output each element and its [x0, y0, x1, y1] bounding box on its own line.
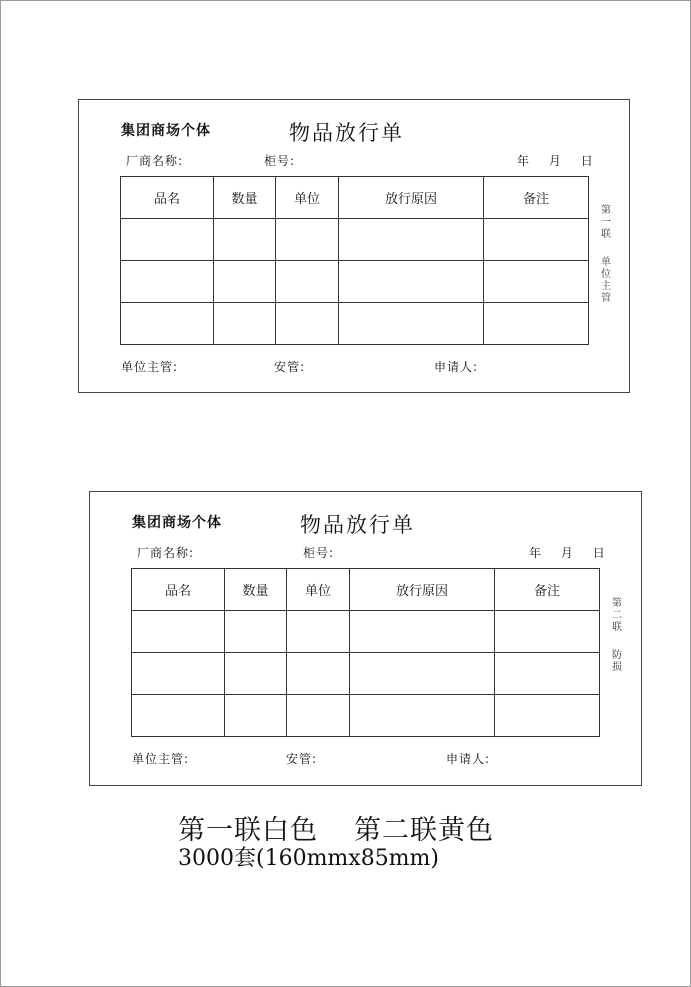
table-cell[interactable]	[121, 261, 214, 303]
column-remarks: 备注	[484, 177, 589, 219]
copy-recipient-label: 防 损	[612, 650, 622, 673]
column-release-reason: 放行原因	[339, 177, 484, 219]
table-cell[interactable]	[495, 653, 600, 695]
copy-number-label: 第 一 联	[601, 205, 611, 240]
table-cell[interactable]	[121, 303, 214, 345]
table-cell[interactable]	[132, 611, 225, 653]
brand-name: 集团商场个体	[132, 515, 222, 531]
table-row	[121, 303, 589, 345]
table-cell[interactable]	[132, 695, 225, 737]
supervisor-signature-label: 单位主管:	[132, 752, 190, 766]
table-row	[121, 261, 589, 303]
table-cell[interactable]	[350, 653, 495, 695]
table-cell[interactable]	[225, 695, 287, 737]
table-cell[interactable]	[484, 261, 589, 303]
day-label: 日	[580, 154, 593, 168]
copy-number-label: 第 二 联	[612, 598, 622, 633]
column-remarks: 备注	[495, 569, 600, 611]
table-cell[interactable]	[484, 219, 589, 261]
date-fields	[515, 544, 605, 561]
release-form-copy-2	[89, 491, 642, 786]
year-label: 年	[517, 154, 530, 168]
table-cell[interactable]	[339, 261, 484, 303]
column-unit: 单位	[276, 177, 339, 219]
counter-number-label: 柜号:	[303, 546, 335, 560]
column-release-reason: 放行原因	[350, 569, 495, 611]
table-cell[interactable]	[132, 653, 225, 695]
table-cell[interactable]	[339, 219, 484, 261]
applicant-signature-label: 申请人:	[446, 752, 491, 766]
table-cell[interactable]	[495, 611, 600, 653]
table-cell[interactable]	[495, 695, 600, 737]
table-cell[interactable]	[350, 611, 495, 653]
copy-1-color: 第一联白色	[178, 815, 318, 846]
brand-name: 集团商场个体	[121, 123, 211, 139]
table-row	[132, 695, 600, 737]
day-label: 日	[592, 546, 605, 560]
counter-number-label: 柜号:	[264, 154, 296, 168]
table-cell[interactable]	[276, 261, 339, 303]
table-row	[121, 219, 589, 261]
month-label: 月	[548, 154, 561, 168]
column-unit: 单位	[287, 569, 350, 611]
table-row	[132, 653, 600, 695]
items-table	[120, 176, 589, 345]
table-cell[interactable]	[339, 303, 484, 345]
table-row	[132, 611, 600, 653]
release-form-copy-1	[78, 99, 630, 393]
table-cell[interactable]	[214, 261, 276, 303]
security-signature-label: 安管:	[286, 752, 318, 766]
supervisor-signature-label: 单位主管:	[121, 360, 179, 374]
column-quantity: 数量	[214, 177, 276, 219]
table-header-row	[132, 569, 600, 611]
copy-recipient-label: 单 位 主 管	[601, 257, 611, 304]
table-cell[interactable]	[287, 695, 350, 737]
table-header-row	[121, 177, 589, 219]
table-cell[interactable]	[214, 303, 276, 345]
table-cell[interactable]	[276, 219, 339, 261]
month-label: 月	[560, 546, 573, 560]
applicant-signature-label: 申请人:	[434, 360, 479, 374]
year-label: 年	[529, 546, 542, 560]
vendor-name-label: 厂商名称:	[137, 546, 195, 560]
table-cell[interactable]	[484, 303, 589, 345]
security-signature-label: 安管:	[274, 360, 306, 374]
table-cell[interactable]	[225, 653, 287, 695]
table-cell[interactable]	[276, 303, 339, 345]
table-cell[interactable]	[214, 219, 276, 261]
date-fields	[503, 152, 593, 169]
table-cell[interactable]	[121, 219, 214, 261]
table-cell[interactable]	[350, 695, 495, 737]
table-cell[interactable]	[287, 611, 350, 653]
items-table	[131, 568, 600, 737]
vendor-name-label: 厂商名称:	[126, 154, 184, 168]
form-title: 物品放行单	[289, 121, 404, 145]
print-spec-note: 3000套(160mmx85mm)	[178, 846, 439, 871]
table-cell[interactable]	[287, 653, 350, 695]
table-cell[interactable]	[225, 611, 287, 653]
column-quantity: 数量	[225, 569, 287, 611]
form-title: 物品放行单	[300, 513, 415, 537]
copy-2-color: 第二联黄色	[354, 815, 494, 846]
column-item-name: 品名	[121, 177, 214, 219]
column-item-name: 品名	[132, 569, 225, 611]
